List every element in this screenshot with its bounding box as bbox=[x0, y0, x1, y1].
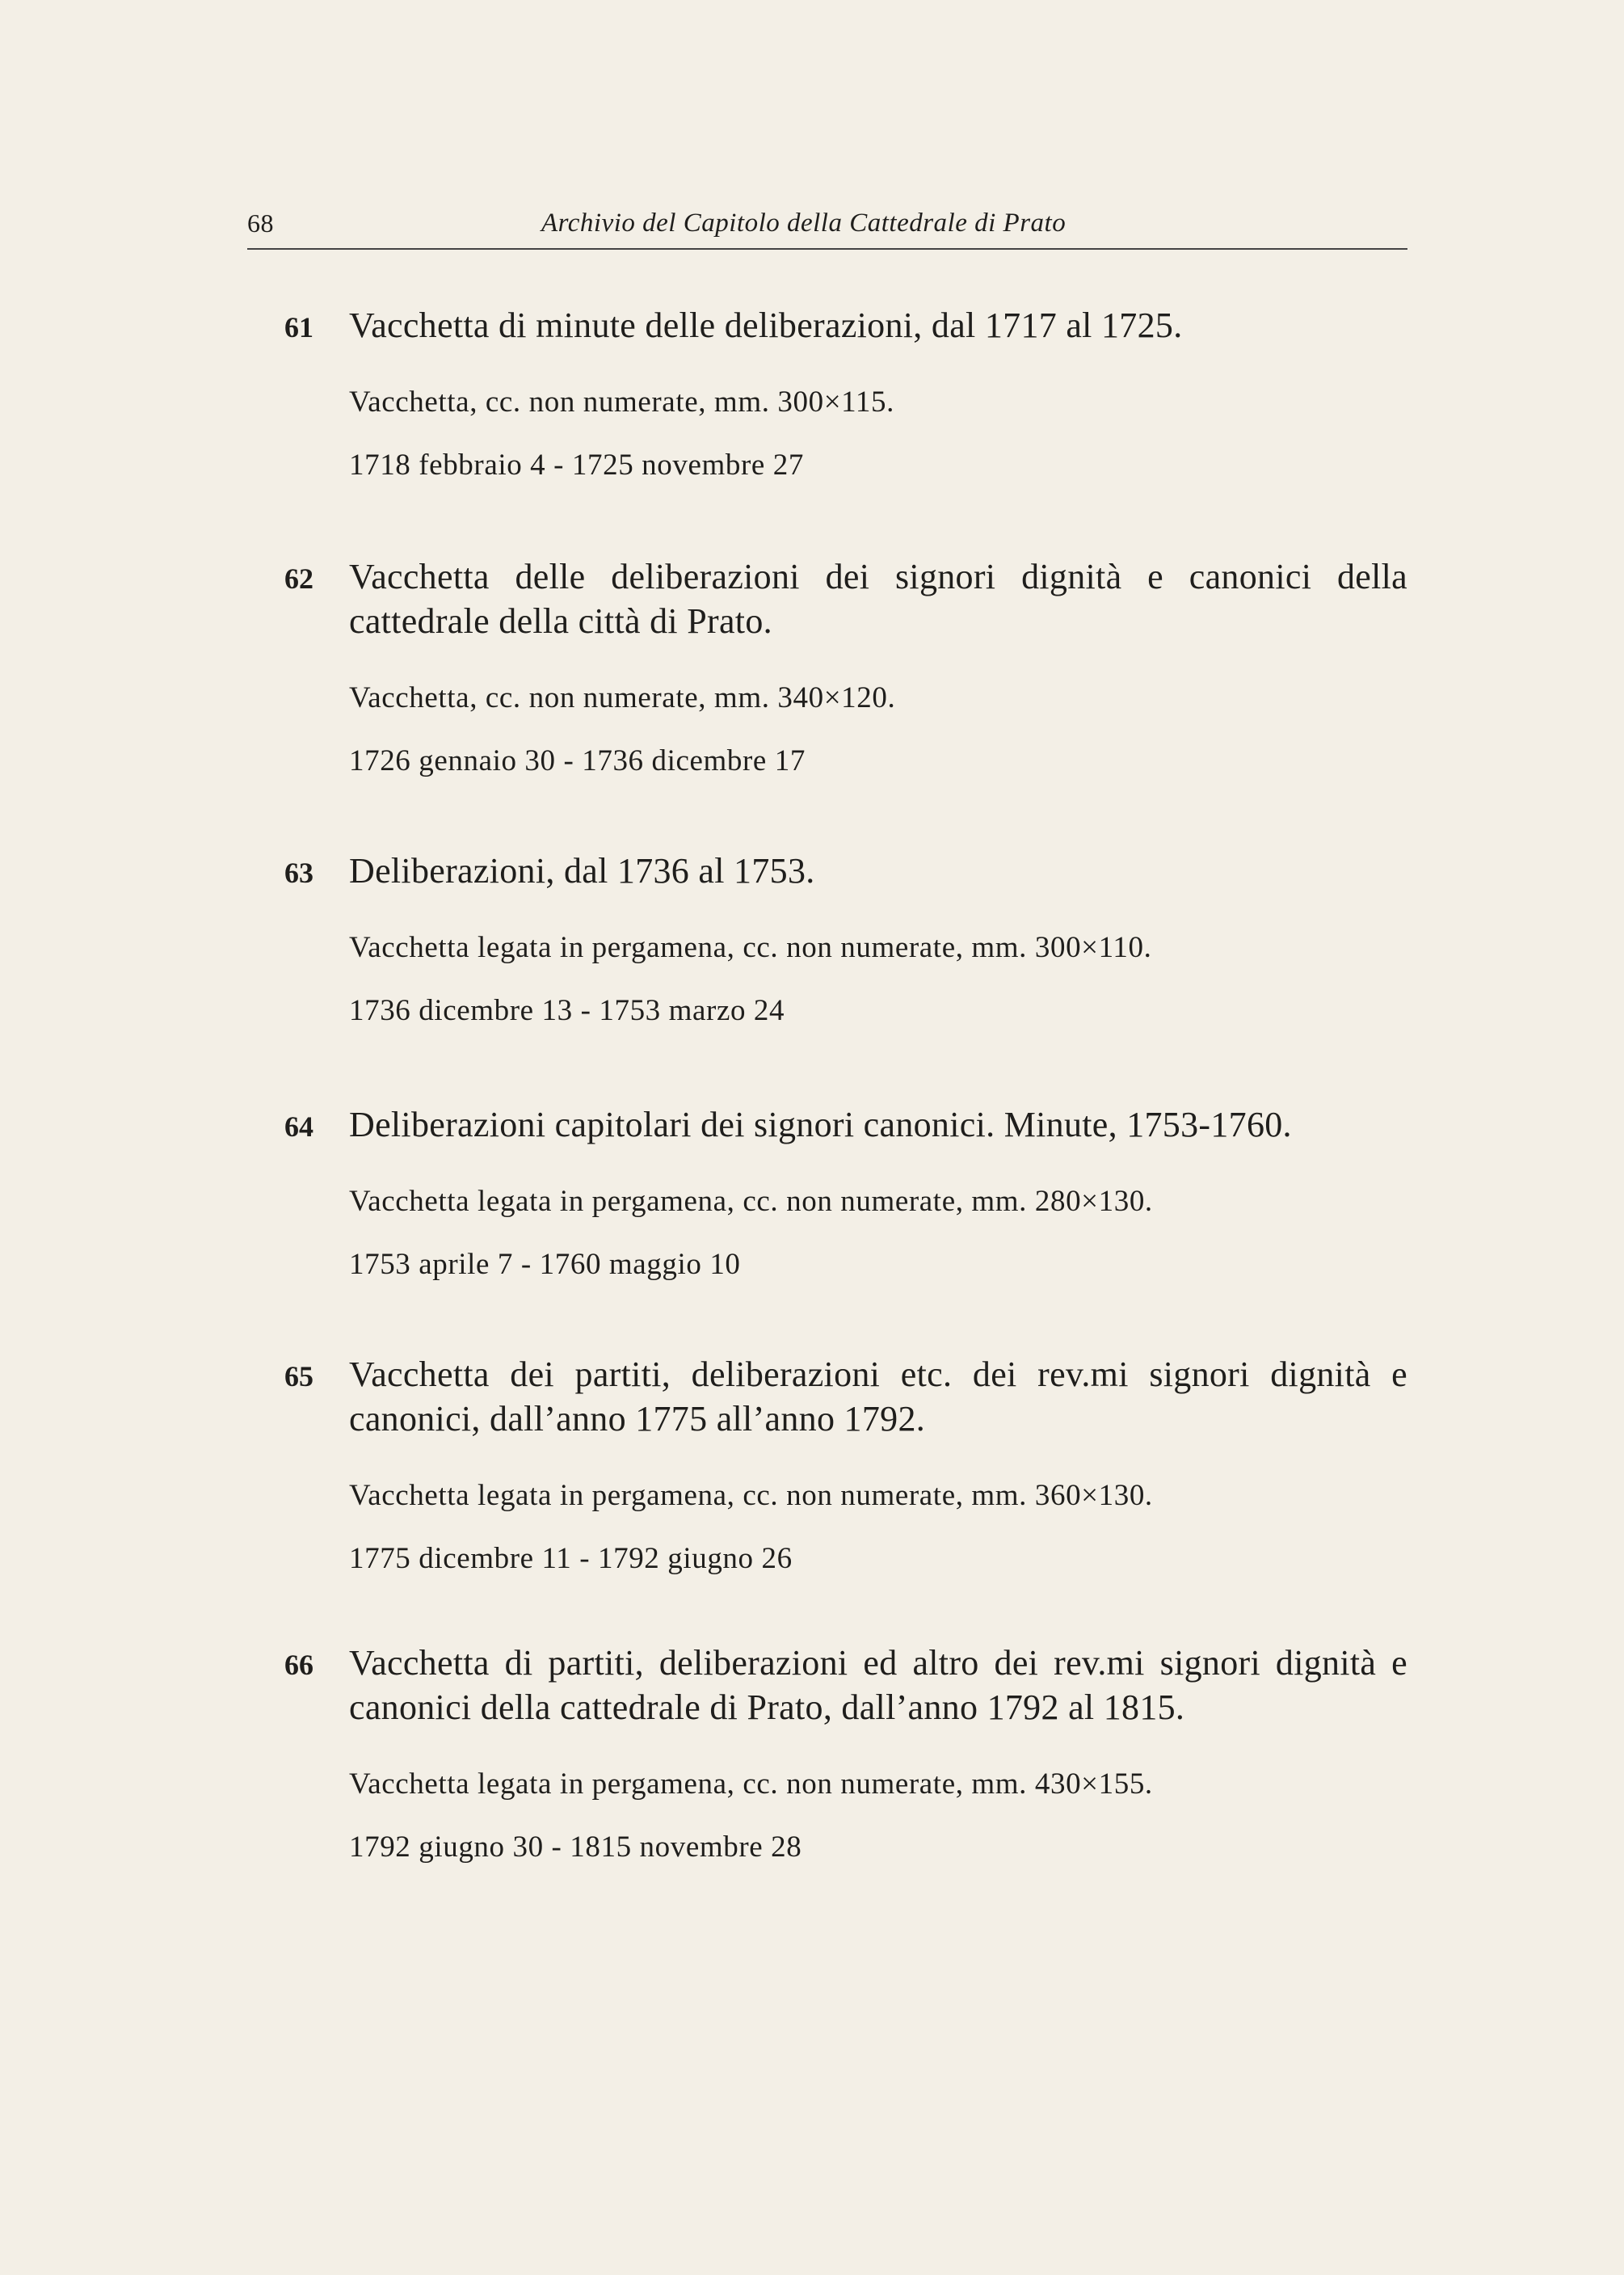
entry-number: 62 bbox=[284, 562, 313, 595]
catalog-entry-66 bbox=[275, 1641, 1407, 1865]
entry-description: Vacchetta legata in pergamena, cc. non numerate, mm. 360×130. bbox=[349, 1479, 1153, 1512]
entry-dates: 1736 dicembre 13 - 1753 marzo 24 bbox=[349, 994, 785, 1027]
catalog-entry-64 bbox=[275, 1102, 1407, 1283]
catalog-entry-65 bbox=[275, 1352, 1407, 1577]
catalog-entry-62 bbox=[275, 554, 1407, 779]
entry-dates: 1718 febbraio 4 - 1725 novembre 27 bbox=[349, 449, 804, 482]
entry-dates: 1775 dicembre 11 - 1792 giugno 26 bbox=[349, 1542, 793, 1575]
entry-number: 66 bbox=[284, 1649, 313, 1681]
entry-dates: 1726 gennaio 30 - 1736 dicembre 17 bbox=[349, 744, 806, 777]
entry-description: Vacchetta, cc. non numerate, mm. 340×120. bbox=[349, 681, 896, 714]
entry-title: Vacchetta di minute delle deliberazioni, dal 1717 al 1725. bbox=[349, 305, 1183, 345]
entry-description: Vacchetta legata in pergamena, cc. non numerate, mm. 300×110. bbox=[349, 931, 1152, 964]
page-number: 68 bbox=[247, 209, 274, 238]
entry-title: Vacchetta di partiti, deliberazioni ed altro dei rev.mi signori dignità e canonici della cattedrale di Prato, dall’anno 1792 al 1815. bbox=[349, 1643, 1407, 1727]
running-title: Archivio del Capitolo della Cattedrale di Prato bbox=[541, 209, 1067, 238]
entry-dates: 1753 aprile 7 - 1760 maggio 10 bbox=[349, 1248, 741, 1281]
catalog-entry-61 bbox=[275, 303, 1407, 483]
header-rule bbox=[247, 248, 1407, 250]
entry-number: 61 bbox=[284, 311, 313, 343]
entry-description: Vacchetta legata in pergamena, cc. non numerate, mm. 280×130. bbox=[349, 1185, 1153, 1218]
entry-title: Deliberazioni capitolari dei signori canonici. Minute, 1753-1760. bbox=[349, 1105, 1292, 1144]
catalog-entry-63 bbox=[275, 849, 1407, 1029]
entry-title: Deliberazioni, dal 1736 al 1753. bbox=[349, 851, 815, 891]
entry-title: Vacchetta delle deliberazioni dei signori dignità e canonici della cattedrale della città di Prato. bbox=[349, 557, 1407, 641]
page-header bbox=[247, 209, 1407, 249]
entry-dates: 1792 giugno 30 - 1815 novembre 28 bbox=[349, 1831, 802, 1864]
entry-title: Vacchetta dei partiti, deliberazioni etc. dei rev.mi signori dignità e canonici, dall’anno 1775 all’anno 1792. bbox=[349, 1354, 1407, 1439]
entry-number: 65 bbox=[284, 1360, 313, 1392]
entry-description: Vacchetta, cc. non numerate, mm. 300×115. bbox=[349, 385, 894, 419]
entry-description: Vacchetta legata in pergamena, cc. non numerate, mm. 430×155. bbox=[349, 1767, 1153, 1801]
entry-number: 63 bbox=[284, 857, 313, 889]
entry-number: 64 bbox=[284, 1110, 313, 1143]
